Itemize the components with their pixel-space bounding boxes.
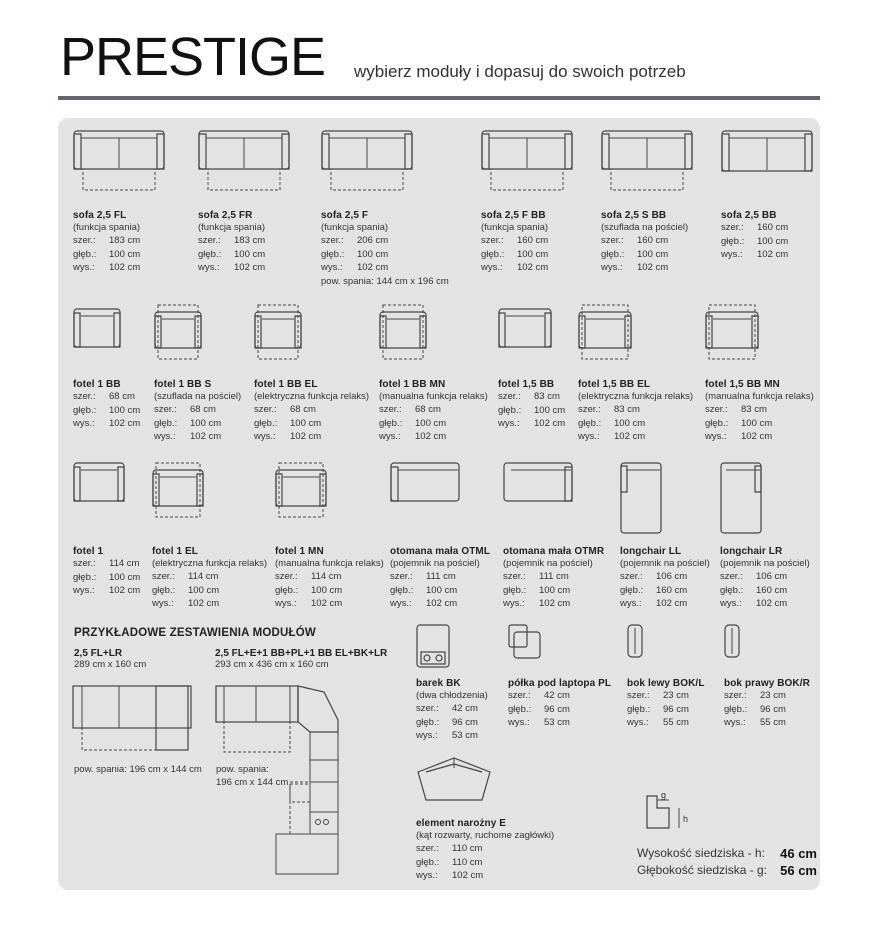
dimension-label: wys.: <box>627 717 649 729</box>
dimension-value: 102 cm <box>539 598 571 610</box>
dimension-value: 68 cm <box>290 404 316 415</box>
dimension-label: głęb.: <box>503 584 527 596</box>
dimension-label: szer.: <box>498 391 521 402</box>
dimension-label: wys.: <box>498 418 520 430</box>
corner-e-icon <box>416 756 492 804</box>
dimension-label: szer.: <box>73 235 96 246</box>
module-name: bok prawy BOK/R <box>724 678 810 689</box>
dimension-value: 53 cm <box>452 730 478 742</box>
bar-bk-icon <box>416 624 450 668</box>
dimension-value: 102 cm <box>234 262 266 274</box>
module-name: fotel 1 EL <box>152 546 199 557</box>
dimension-label: szer.: <box>390 571 413 582</box>
dimension-value: 102 cm <box>534 418 566 430</box>
module-name: fotel 1 MN <box>275 546 324 557</box>
dimension-label: głęb.: <box>390 584 414 596</box>
dimension-label: wys.: <box>73 585 95 597</box>
module-name: fotel 1 BB MN <box>379 379 446 390</box>
dimension-label: szer.: <box>321 235 344 246</box>
dimension-value: 68 cm <box>415 404 441 415</box>
dimension-label: głęb.: <box>601 248 625 260</box>
dimension-value: 111 cm <box>426 571 456 582</box>
module-name: longchair LR <box>720 546 783 557</box>
example-1-layout-icon <box>72 684 202 754</box>
seat-dimensions <box>637 790 817 879</box>
dimension-value: 102 cm <box>109 418 141 430</box>
dimension-label: głęb.: <box>720 584 744 596</box>
dimension-value: 160 cm <box>756 584 788 596</box>
module-name: otomana mała OTML <box>390 546 491 557</box>
example-2-sleep-label: pow. spania: <box>216 764 269 775</box>
longchair-ll-icon <box>620 462 662 534</box>
seat-depth-row <box>637 862 817 879</box>
module-name: barek BK <box>416 678 461 689</box>
module-name: sofa 2,5 FR <box>198 210 253 221</box>
dimension-value: 83 cm <box>741 404 767 415</box>
dimension-label: szer.: <box>379 404 402 415</box>
seat-height-label: Wysokość siedziska - h: <box>637 846 765 860</box>
dimension-value: 106 cm <box>656 571 688 582</box>
dimension-label: wys.: <box>721 249 743 261</box>
dimension-value: 100 cm <box>426 584 458 596</box>
dimension-value: 102 cm <box>452 870 484 882</box>
dimension-label: szer.: <box>481 235 504 246</box>
dimension-value: 102 cm <box>415 431 447 443</box>
dimension-label: wys.: <box>275 598 297 610</box>
dimension-value: 96 cm <box>452 716 478 728</box>
armchair-1-icon <box>73 462 125 502</box>
module-name: sofa 2,5 BB <box>721 210 777 221</box>
sofa-bb-icon <box>721 130 813 172</box>
dimension-value: 42 cm <box>452 703 478 714</box>
dimension-value: 160 cm <box>517 235 549 246</box>
dimension-label: wys.: <box>73 262 95 274</box>
dimension-value: 42 cm <box>544 690 570 701</box>
module-note: (pojemnik na pościel) <box>720 558 810 569</box>
dimension-value: 100 cm <box>290 417 322 429</box>
dimension-value: 102 cm <box>756 598 788 610</box>
dimension-value: 110 cm <box>452 843 483 854</box>
example-2-sleep-value: 196 cm x 144 cm <box>216 777 289 788</box>
dimension-value: 102 cm <box>741 431 773 443</box>
dimension-label: szer.: <box>724 690 747 701</box>
dimension-label: wys.: <box>416 870 438 882</box>
module-name: fotel 1,5 BB EL <box>578 379 651 390</box>
module-note: (manualna funkcja relaks) <box>379 391 488 402</box>
dimension-value: 83 cm <box>534 391 560 402</box>
module-item <box>705 373 855 444</box>
dimension-label: szer.: <box>720 571 743 582</box>
dimension-label: głęb.: <box>198 248 222 260</box>
dimension-label: szer.: <box>627 690 650 701</box>
dimension-value: 100 cm <box>415 417 447 429</box>
armchair15-bb-icon <box>498 308 552 348</box>
dimension-value: 100 cm <box>190 417 222 429</box>
dimension-label: wys.: <box>198 262 220 274</box>
sofa-sbb-icon <box>601 130 693 192</box>
dimension-value: 114 cm <box>311 571 342 582</box>
dimension-value: 96 cm <box>760 703 786 715</box>
module-note: (funkcja spania) <box>481 222 549 233</box>
dimension-value: 100 cm <box>539 584 571 596</box>
dimension-label: szer.: <box>601 235 624 246</box>
dimension-label: głęb.: <box>73 248 97 260</box>
dimension-value: 100 cm <box>109 248 141 260</box>
dimension-value: 102 cm <box>311 598 343 610</box>
dimension-label: wys.: <box>601 262 623 274</box>
dimension-label: wys.: <box>416 730 438 742</box>
dimension-value: 102 cm <box>426 598 458 610</box>
example-1 <box>74 648 146 670</box>
page-subtitle: wybierz moduły i dopasuj do swoich potrzeb <box>354 62 686 81</box>
module-dimensions <box>720 570 870 611</box>
dimension-value: 100 cm <box>188 584 220 596</box>
dimension-label: głęb.: <box>721 235 745 247</box>
dimension-label: głęb.: <box>627 703 651 715</box>
module-note: (funkcja spania) <box>198 222 266 233</box>
module-note: (manualna funkcja relaks) <box>275 558 384 569</box>
dimension-label: szer.: <box>705 404 728 415</box>
example-2-sleep-area <box>216 763 288 789</box>
module-name: longchair LL <box>620 546 682 557</box>
dimension-value: 83 cm <box>614 404 640 415</box>
dimension-label: wys.: <box>503 598 525 610</box>
seat-height-value: 46 cm <box>780 846 817 861</box>
dimension-label: wys.: <box>390 598 412 610</box>
dimension-value: 55 cm <box>760 717 786 729</box>
dimension-value: 55 cm <box>663 717 689 729</box>
dimension-value: 100 cm <box>109 404 141 416</box>
example-1-size: 289 cm x 160 cm <box>74 659 147 670</box>
dimension-value: 100 cm <box>357 248 389 260</box>
dimension-label: szer.: <box>152 571 175 582</box>
dimension-value: 68 cm <box>109 391 135 402</box>
dimension-label: głęb.: <box>508 703 532 715</box>
module-note: (szuflada na pościel) <box>154 391 242 402</box>
dimension-label: głęb.: <box>724 703 748 715</box>
armchair15-bbel-icon <box>578 304 632 360</box>
module-name: fotel 1,5 BB <box>498 379 555 390</box>
header-divider <box>58 96 820 100</box>
module-note: (elektryczna funkcja relaks) <box>254 391 370 402</box>
armchair-bbel-icon <box>254 304 302 360</box>
module-item <box>321 204 471 288</box>
dimension-value: 100 cm <box>109 571 141 583</box>
dimension-label: szer.: <box>578 404 601 415</box>
armchair-bbs-icon <box>154 304 202 360</box>
dimension-value: 53 cm <box>544 717 570 729</box>
dimension-label: wys.: <box>720 598 742 610</box>
dimension-label: głęb.: <box>275 584 299 596</box>
dimension-value: 100 cm <box>614 417 646 429</box>
dimension-label: wys.: <box>154 431 176 443</box>
armchair-bbmn-icon <box>379 304 427 360</box>
module-note: (pojemnik na pościel) <box>390 558 480 569</box>
ottoman-otml-icon <box>390 462 460 502</box>
dimension-label: szer.: <box>275 571 298 582</box>
module-note: (dwa chłodzenia) <box>416 690 488 701</box>
dimension-value: 23 cm <box>663 690 689 701</box>
dimension-label: głęb.: <box>578 417 602 429</box>
dimension-label: głęb.: <box>620 584 644 596</box>
dimension-label: wys.: <box>578 431 600 443</box>
dimension-label: wys.: <box>379 431 401 443</box>
sofa-f-icon <box>321 130 413 192</box>
armchair-1el-icon <box>152 462 204 518</box>
dimension-label: wys.: <box>508 717 530 729</box>
sofa-fr-icon <box>198 130 290 192</box>
dimension-label: głęb.: <box>416 716 440 728</box>
dimension-value: 96 cm <box>544 703 570 715</box>
example-1-sleep-area: pow. spania: 196 cm x 144 cm <box>74 764 202 775</box>
dimension-label: szer.: <box>503 571 526 582</box>
dimension-label: wys.: <box>73 418 95 430</box>
dimension-value: 102 cm <box>517 262 549 274</box>
module-name: sofa 2,5 FL <box>73 210 127 221</box>
dimension-label: szer.: <box>721 222 744 233</box>
dimension-value: 183 cm <box>109 235 141 246</box>
dimension-value: 160 cm <box>656 584 688 596</box>
dimension-label: wys.: <box>705 431 727 443</box>
dimension-value: 102 cm <box>614 431 646 443</box>
dimension-label: szer.: <box>73 391 96 402</box>
sofa-fbb-icon <box>481 130 573 192</box>
seat-g-label: g <box>661 790 667 800</box>
dimension-value: 100 cm <box>311 584 343 596</box>
module-name: sofa 2,5 F BB <box>481 210 546 221</box>
module-note: (szuflada na pościel) <box>601 222 689 233</box>
module-name: element narożny E <box>416 818 507 829</box>
dimension-value: 102 cm <box>357 262 389 274</box>
module-note: (manualna funkcja relaks) <box>705 391 814 402</box>
module-item <box>721 204 871 262</box>
longchair-lr-icon <box>720 462 762 534</box>
side-right-icon <box>724 624 740 658</box>
module-name: sofa 2,5 F <box>321 210 369 221</box>
dimension-value: 106 cm <box>756 571 788 582</box>
seat-depth-label: Głębokość siedziska - g: <box>637 863 768 877</box>
dimension-label: wys.: <box>152 598 174 610</box>
module-name: otomana mała OTMR <box>503 546 605 557</box>
dimension-label: szer.: <box>416 843 439 854</box>
dimension-label: głęb.: <box>73 404 97 416</box>
dimension-value: 100 cm <box>757 235 789 247</box>
module-item <box>720 540 870 611</box>
dimension-value: 23 cm <box>760 690 786 701</box>
page-title: PRESTIGE <box>60 27 326 87</box>
dimension-label: głęb.: <box>154 417 178 429</box>
dimension-label: wys.: <box>254 431 276 443</box>
dimension-value: 183 cm <box>234 235 266 246</box>
example-1-name: 2,5 FL+LR <box>74 648 123 659</box>
dimension-label: wys.: <box>321 262 343 274</box>
module-dimensions <box>721 221 871 262</box>
dimension-label: głęb.: <box>73 571 97 583</box>
dimension-label: szer.: <box>254 404 277 415</box>
armchair15-bbmn-icon <box>705 304 759 360</box>
dimension-value: 68 cm <box>190 404 216 415</box>
dimension-value: 100 cm <box>637 248 669 260</box>
dimension-label: głęb.: <box>379 417 403 429</box>
dimension-label: głęb.: <box>416 856 440 868</box>
sofa-fl-icon <box>73 130 165 192</box>
dimension-label: wys.: <box>481 262 503 274</box>
seat-diagram-icon <box>639 790 699 840</box>
dimension-value: 102 cm <box>757 249 789 261</box>
module-dimensions <box>705 403 855 444</box>
dimension-label: szer.: <box>73 558 96 569</box>
side-left-icon <box>627 624 643 658</box>
module-note: (funkcja spania) <box>321 222 389 233</box>
dimension-value: 100 cm <box>534 404 566 416</box>
dimension-value: 114 cm <box>109 558 140 569</box>
dimension-label: szer.: <box>620 571 643 582</box>
module-item <box>416 812 566 883</box>
ottoman-otmr-icon <box>503 462 573 502</box>
dimension-value: 160 cm <box>637 235 669 246</box>
dimension-label: głęb.: <box>254 417 278 429</box>
dimension-label: głęb.: <box>498 404 522 416</box>
dimension-value: 114 cm <box>188 571 219 582</box>
armchair-1mn-icon <box>275 462 327 518</box>
laptop-shelf-icon <box>508 624 542 660</box>
module-name: fotel 1 <box>73 546 104 557</box>
dimension-label: wys.: <box>620 598 642 610</box>
module-dimensions <box>321 234 471 275</box>
module-name: półka pod laptopa PL <box>508 678 612 689</box>
dimension-label: głęb.: <box>321 248 345 260</box>
module-dimensions <box>724 689 874 730</box>
module-name: fotel 1 BB S <box>154 379 212 390</box>
example-2-name: 2,5 FL+E+1 BB+PL+1 BB EL+BK+LR <box>215 648 388 659</box>
examples-header: PRZYKŁADOWE ZESTAWIENIA MODUŁÓW <box>74 627 316 639</box>
module-sleep-area: pow. spania: 144 cm x 196 cm <box>321 275 449 287</box>
dimension-value: 100 cm <box>234 248 266 260</box>
module-note: (pojemnik na pościel) <box>620 558 710 569</box>
module-note: (elektryczna funkcja relaks) <box>578 391 694 402</box>
dimension-label: wys.: <box>724 717 746 729</box>
dimension-value: 160 cm <box>757 222 789 233</box>
dimension-value: 102 cm <box>190 431 222 443</box>
module-name: fotel 1,5 BB MN <box>705 379 780 390</box>
example-2 <box>215 648 387 670</box>
dimension-value: 102 cm <box>188 598 220 610</box>
dimension-label: głęb.: <box>481 248 505 260</box>
module-name: sofa 2,5 S BB <box>601 210 667 221</box>
dimension-label: szer.: <box>198 235 221 246</box>
module-dimensions <box>416 842 566 883</box>
seat-height-row <box>637 845 817 862</box>
dimension-value: 111 cm <box>539 571 569 582</box>
dimension-value: 102 cm <box>637 262 669 274</box>
dimension-value: 206 cm <box>357 235 389 246</box>
module-note: (kąt rozwarty, ruchome zagłówki) <box>416 830 555 841</box>
dimension-value: 102 cm <box>109 262 141 274</box>
dimension-value: 110 cm <box>452 856 483 868</box>
dimension-value: 100 cm <box>517 248 549 260</box>
seat-h-label: h <box>683 814 689 824</box>
dimension-value: 96 cm <box>663 703 689 715</box>
example-2-size: 293 cm x 436 cm x 160 cm <box>215 659 329 670</box>
module-name: fotel 1 BB EL <box>254 379 318 390</box>
dimension-value: 102 cm <box>656 598 688 610</box>
dimension-label: szer.: <box>154 404 177 415</box>
dimension-label: głęb.: <box>705 417 729 429</box>
dimension-label: głęb.: <box>152 584 176 596</box>
module-note: (funkcja spania) <box>73 222 141 233</box>
dimension-label: szer.: <box>416 703 439 714</box>
module-note: (pojemnik na pościel) <box>503 558 593 569</box>
module-note: (elektryczna funkcja relaks) <box>152 558 268 569</box>
dimension-value: 100 cm <box>741 417 773 429</box>
dimension-label: szer.: <box>508 690 531 701</box>
armchair-bb-icon <box>73 308 121 348</box>
module-item <box>724 672 874 730</box>
module-name: bok lewy BOK/L <box>627 678 705 689</box>
dimension-value: 102 cm <box>109 585 141 597</box>
module-name: fotel 1 BB <box>73 379 121 390</box>
seat-depth-value: 56 cm <box>780 863 817 878</box>
dimension-value: 102 cm <box>290 431 322 443</box>
